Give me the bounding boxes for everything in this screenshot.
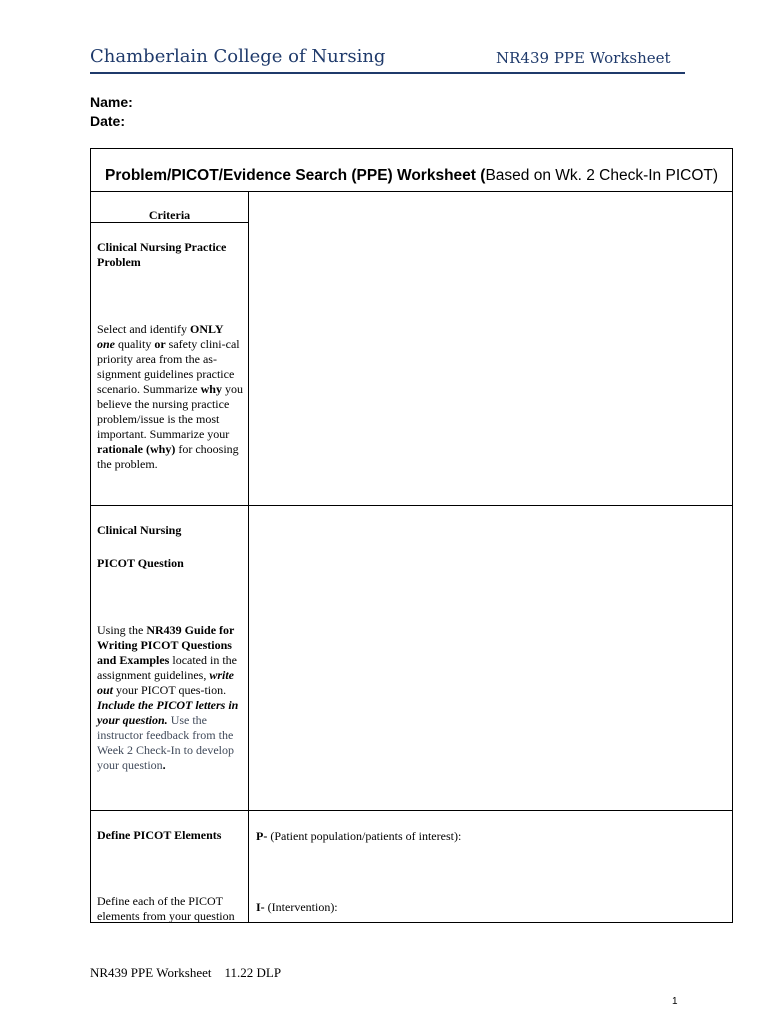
title-regular: Based on Wk. 2 Check-In PICOT) (485, 167, 719, 184)
picot-heading-line2: PICOT Question (97, 556, 184, 570)
footer-version: 11.22 DLP (224, 965, 282, 980)
header-rule (90, 72, 685, 74)
picot-question-description: Using the NR439 Guide for Writing PICOT Questions and Examples located in the assignment guidelines, write out your PICOT ques-tion. Include the PICOT letters in your question. Use the instructor feedback from the Week 2 Check-In to develop your question. (97, 623, 239, 772)
row-divider-2 (91, 810, 732, 811)
picot-p-element[interactable]: P- (Patient population/patients of interest): (256, 829, 462, 843)
picot-elements-description: Define each of the PICOT elements from your question (97, 894, 235, 923)
picot-question-response-cell[interactable] (249, 506, 731, 810)
worksheet-header: NR439 PPE Worksheet (496, 49, 671, 67)
footer-label: NR439 PPE Worksheet (90, 965, 212, 980)
worksheet-table (90, 148, 733, 923)
picot-heading-line1: Clinical Nursing (97, 523, 182, 537)
page-number: 1 (672, 996, 678, 1007)
worksheet-title (91, 167, 732, 185)
criteria-header: Criteria (148, 208, 191, 222)
practice-problem-description: Select and identify ONLY one quality or safety clini-cal priority area from the as-signment guidelines practice scenario. Summarize why you believe the nursing practice problem/issue is the most important. Summarize your rationale (why) for choosing the problem. (97, 322, 243, 471)
name-label: Name: (90, 94, 133, 110)
picot-elements-heading: Define PICOT Elements (97, 828, 222, 842)
date-label: Date: (90, 113, 126, 129)
institution-name: Chamberlain College of Nursing (90, 46, 386, 67)
picot-i-element[interactable]: I- (Intervention): (256, 900, 338, 914)
practice-problem-response-cell[interactable] (249, 192, 731, 505)
title-bold: Problem/PICOT/Evidence Search (PPE) Worksheet ( (104, 167, 486, 184)
practice-problem-heading: Clinical Nursing Practice Problem (97, 240, 227, 269)
page-footer (90, 965, 281, 981)
